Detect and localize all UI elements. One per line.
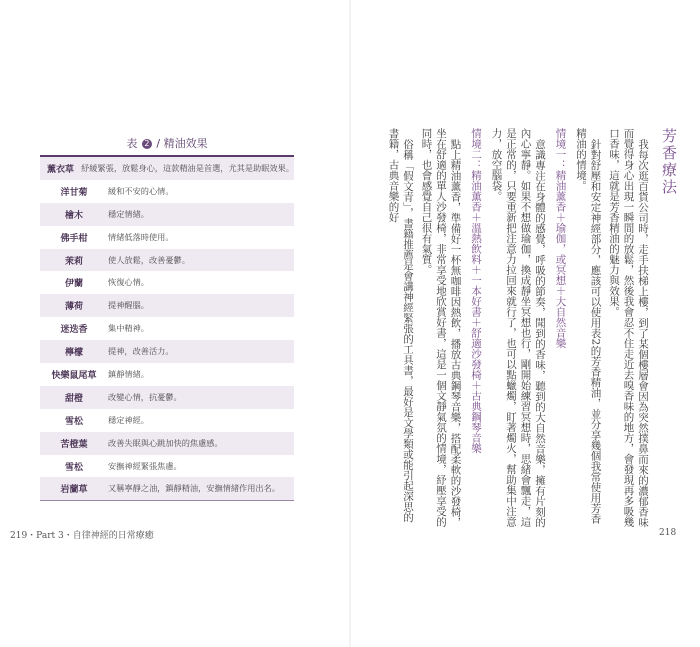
oil-name-cell: 苦橙葉 [60, 439, 88, 450]
table-title-text: / 精油效果 [156, 137, 208, 150]
table-row [40, 203, 294, 226]
paragraph-table-ref: 針對舒壓和安定神經部分，應該可以使用表2的芳香精油，並分享幾個我常使用芳香精油的情境。 [575, 128, 602, 524]
table-row [40, 386, 294, 409]
vertical-text-page [378, 128, 678, 528]
oil-name-cell: 甜橙 [64, 393, 83, 404]
oil-name-cell: 雪松 [64, 416, 83, 427]
table-row [40, 432, 294, 455]
paragraph-intro: 我每次逛百貨公司時，走手扶梯上樓，到了某個樓層會因為突然撲鼻而來的濃郁香味而覺得身心出現一瞬間的放鬆，然後我會忍不住走近去嗅香味的地方，會發現再多吸幾口香味，這就是芳香精油的魅力與效果。 [608, 128, 649, 527]
oil-name-cell: 茉莉 [64, 256, 83, 267]
oil-effect-cell: 恢復心情。 [108, 277, 149, 288]
oil-name-cell: 薰衣草 [47, 164, 75, 175]
right-page-number: 218 [659, 528, 677, 538]
table-row [40, 477, 294, 500]
table-row [40, 455, 294, 478]
table-row [40, 340, 294, 363]
oil-name-cell: 檸檬 [64, 348, 83, 359]
table-number-badge: 2 [142, 139, 152, 149]
oil-effect-cell: 穩定神經。 [108, 414, 149, 425]
oil-name-cell: 佛手柑 [60, 233, 88, 244]
oil-name-cell: 洋甘菊 [60, 187, 88, 198]
table-row [40, 294, 294, 317]
oil-effect-cell: 穩定情緒。 [108, 208, 149, 219]
section-heading: 芳香療法 [660, 128, 678, 196]
oil-name-cell: 迷迭香 [60, 325, 88, 336]
scene-two-paragraph-continued: 俗稱「假文青」，書籍推薦是會講神經緊張的工具書，最好是文學類或能引起深思的書籍，古典音樂的好 [387, 128, 414, 522]
oil-effect-cell: 集中精神。 [108, 323, 149, 334]
oil-effect-cell: 改善失眠與心跳加快的焦慮感。 [108, 437, 223, 448]
table-row [40, 157, 294, 180]
table-title-prefix: 表 [126, 137, 138, 150]
scene-one-paragraph: 意識專注在身體的感覺，呼吸的節奏，聞到的香味，聽到的大自然音樂，擁有片刻的內心寧靜。如果不想做瑜伽，換成靜坐冥想也行，剛開始練習冥想時，思緒會飄走，這是正常的，只要重新把注意力拉回來就行了，也可以點蠟燭，盯著燭火，幫助集中注意力，放空腦袋。 [490, 128, 546, 527]
oil-effect-cell: 鎮靜情緒。 [108, 368, 149, 379]
table-title [40, 135, 294, 157]
oil-name-cell: 伊蘭 [64, 279, 83, 290]
table-row [40, 249, 294, 272]
oil-effect-cell: 情緒低落時使用。 [108, 231, 174, 242]
scene-two-title: 情境二：精油薰香＋溫熱飲料＋一本好書＋舒適沙發椅＋古典鋼琴音樂 [470, 128, 482, 454]
oil-effect-cell: 又稱寧靜之油，鎮靜精油，安撫情緒作用出名。 [108, 483, 280, 494]
oil-name-cell: 雪松 [64, 462, 83, 473]
oil-name-cell: 岩蘭草 [60, 485, 88, 496]
scene-two-paragraph: 點上精油薰香，準備好一杯無咖啡因熱飲，播放古典鋼琴音樂，搭配柔軟的沙發椅，坐在舒適的單人沙發椅，非常享受地欣賞好書，這是一個文靜氣氛的情境，紓壓享受的同時，也會感覺自己很有氣質。 [420, 128, 462, 527]
table-row [40, 317, 294, 340]
table-row [40, 363, 294, 386]
oil-effect-cell: 緩和不安的心情。 [108, 185, 174, 196]
left-page-folio: 219・Part 3・自律神經的日常療癒 [10, 531, 154, 541]
oil-effect-cell: 安撫神經緊張焦慮。 [108, 460, 182, 471]
scene-one-title: 情境一：精油薰香＋瑜伽，或冥想＋大自然音樂 [554, 128, 567, 349]
oil-name-cell: 檜木 [64, 210, 83, 221]
oil-effect-cell: 使人放鬆，改善憂鬱。 [108, 254, 190, 265]
table-row [40, 226, 294, 249]
table-row [40, 180, 294, 203]
oil-effect-cell: 提神醒腦。 [108, 300, 149, 311]
table-body [40, 157, 294, 501]
page-gutter [349, 0, 351, 647]
oil-effect-cell: 提神，改善活力。 [108, 346, 174, 357]
table-row [40, 409, 294, 432]
oil-name-cell: 快樂鼠尾草 [51, 370, 97, 381]
table-row [40, 271, 294, 294]
essential-oil-table [40, 135, 294, 501]
oil-name-cell: 薄荷 [64, 302, 83, 313]
oil-effect-cell: 改變心情，抗憂鬱。 [108, 391, 182, 402]
oil-effect-cell: 紓緩緊張，放鬆身心，這款精油是首選，尤其是助眠效果。 [81, 162, 294, 173]
